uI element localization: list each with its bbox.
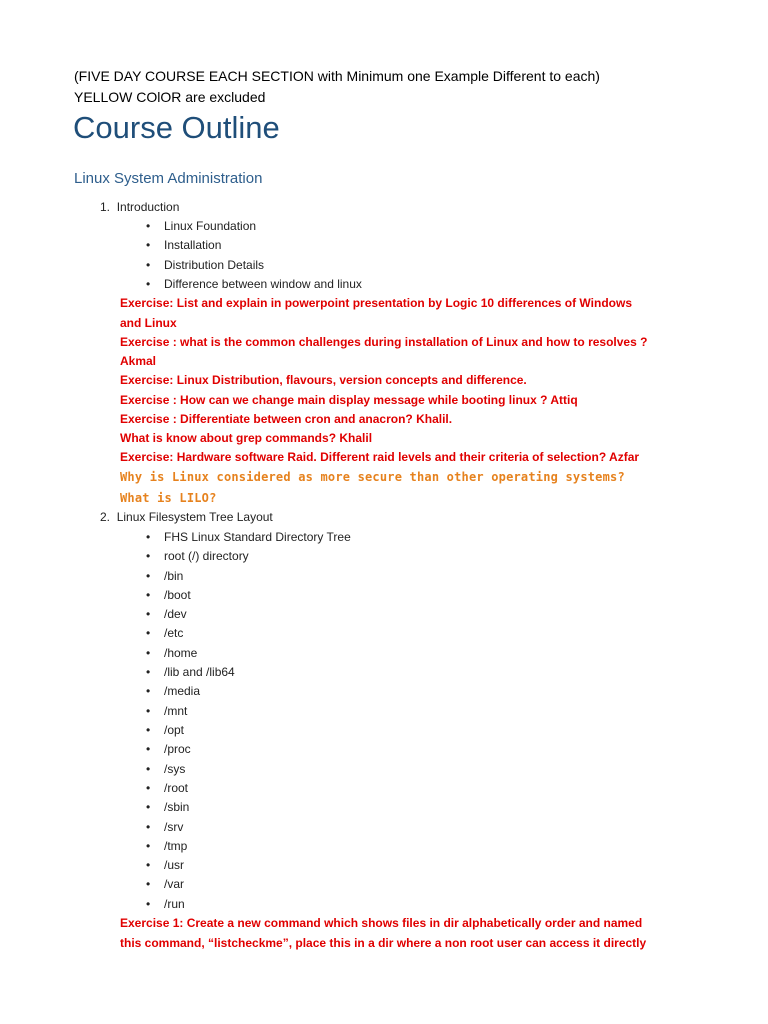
bullet-icon: • — [146, 665, 151, 679]
bullet-icon: • — [146, 626, 151, 640]
exercise-text: this command, “listcheckme”, place this in a dir where a non root user can access it directly — [120, 936, 647, 950]
exercise-text: Exercise: Hardware software Raid. Different raid levels and their criteria of selection? Azfar — [120, 450, 640, 464]
list-item: • /srv — [146, 820, 184, 834]
bullet-icon: • — [146, 238, 151, 252]
intro-line-2: YELLOW COlOR are excluded — [74, 89, 266, 105]
bullet-icon: • — [146, 569, 151, 583]
bullet-icon: • — [146, 800, 151, 814]
exercise-text: Akmal — [120, 354, 157, 368]
list-item: • /mnt — [146, 704, 188, 718]
bullet-icon: • — [146, 588, 151, 602]
exercise-text: Exercise : Differentiate between cron and anacron? Khalil. — [120, 412, 453, 426]
bullet-icon: • — [146, 258, 151, 272]
bullet-icon: • — [146, 839, 151, 853]
exercise-text: and Linux — [120, 316, 177, 330]
list-item: • /var — [146, 877, 185, 891]
bullet-icon: • — [146, 530, 151, 544]
question-text: What is LILO? — [120, 491, 217, 505]
intro-line-1: (FIVE DAY COURSE EACH SECTION with Minimum one Example Different to each) — [74, 68, 600, 84]
bullet-icon: • — [146, 820, 151, 834]
list-item: • /boot — [146, 588, 191, 602]
bullet-icon: • — [146, 704, 151, 718]
list-item: • /run — [146, 897, 185, 911]
bullet-icon: • — [146, 858, 151, 872]
bullet-icon: • — [146, 781, 151, 795]
bullet-icon: • — [146, 607, 151, 621]
bullet-icon: • — [146, 723, 151, 737]
list-item: • /bin — [146, 569, 184, 583]
list-item: • /tmp — [146, 839, 188, 853]
exercise-text: Exercise : How can we change main display message while booting linux ? Attiq — [120, 393, 578, 407]
section-1-heading — [100, 200, 179, 214]
question-text: Why is Linux considered as more secure than other operating systems? — [120, 470, 625, 484]
list-item: • /media — [146, 684, 201, 698]
list-item: • /sbin — [146, 800, 190, 814]
list-item: • FHS Linux Standard Directory Tree — [146, 530, 351, 544]
bullet-icon: • — [146, 877, 151, 891]
list-item: • /opt — [146, 723, 185, 737]
bullet-icon: • — [146, 277, 151, 291]
bullet-icon: • — [146, 742, 151, 756]
list-item: • /etc — [146, 626, 184, 640]
exercise-text: What is know about grep commands? Khalil — [120, 431, 373, 445]
exercise-text: Exercise: List and explain in powerpoint presentation by Logic 10 differences of Windows — [120, 296, 632, 310]
list-item: • /dev — [146, 607, 187, 621]
bullet-icon: • — [146, 646, 151, 660]
section-label: Introduction — [116, 200, 180, 214]
list-item: • /root — [146, 781, 189, 795]
list-item: • root (/) directory — [146, 549, 249, 563]
list-item: • /home — [146, 646, 198, 660]
exercise-text: Exercise : what is the common challenges during installation of Linux and how to resolves ? — [120, 335, 648, 349]
section-number: 2. — [100, 510, 111, 524]
section-number: 1. — [100, 200, 111, 214]
bullet-icon: • — [146, 762, 151, 776]
list-item: • /sys — [146, 762, 186, 776]
section-label: Linux Filesystem Tree Layout — [116, 510, 273, 524]
bullet-icon: • — [146, 684, 151, 698]
list-item: • /proc — [146, 742, 191, 756]
section-heading: Linux System Administration — [74, 170, 263, 187]
exercise-text: Exercise 1: Create a new command which shows files in dir alphabetically order and named — [120, 916, 643, 930]
list-item: • Installation — [146, 238, 222, 252]
list-item: • Distribution Details — [146, 258, 265, 272]
section-2-heading — [100, 510, 273, 524]
list-item: • /usr — [146, 858, 185, 872]
list-item: • Linux Foundation — [146, 219, 257, 233]
exercise-text: Exercise: Linux Distribution, flavours, version concepts and difference. — [120, 373, 527, 387]
list-item: • Difference between window and linux — [146, 277, 362, 291]
list-item: • /lib and /lib64 — [146, 665, 235, 679]
page-title: Course Outline — [73, 110, 280, 145]
bullet-icon: • — [146, 219, 151, 233]
bullet-icon: • — [146, 549, 151, 563]
bullet-icon: • — [146, 897, 151, 911]
